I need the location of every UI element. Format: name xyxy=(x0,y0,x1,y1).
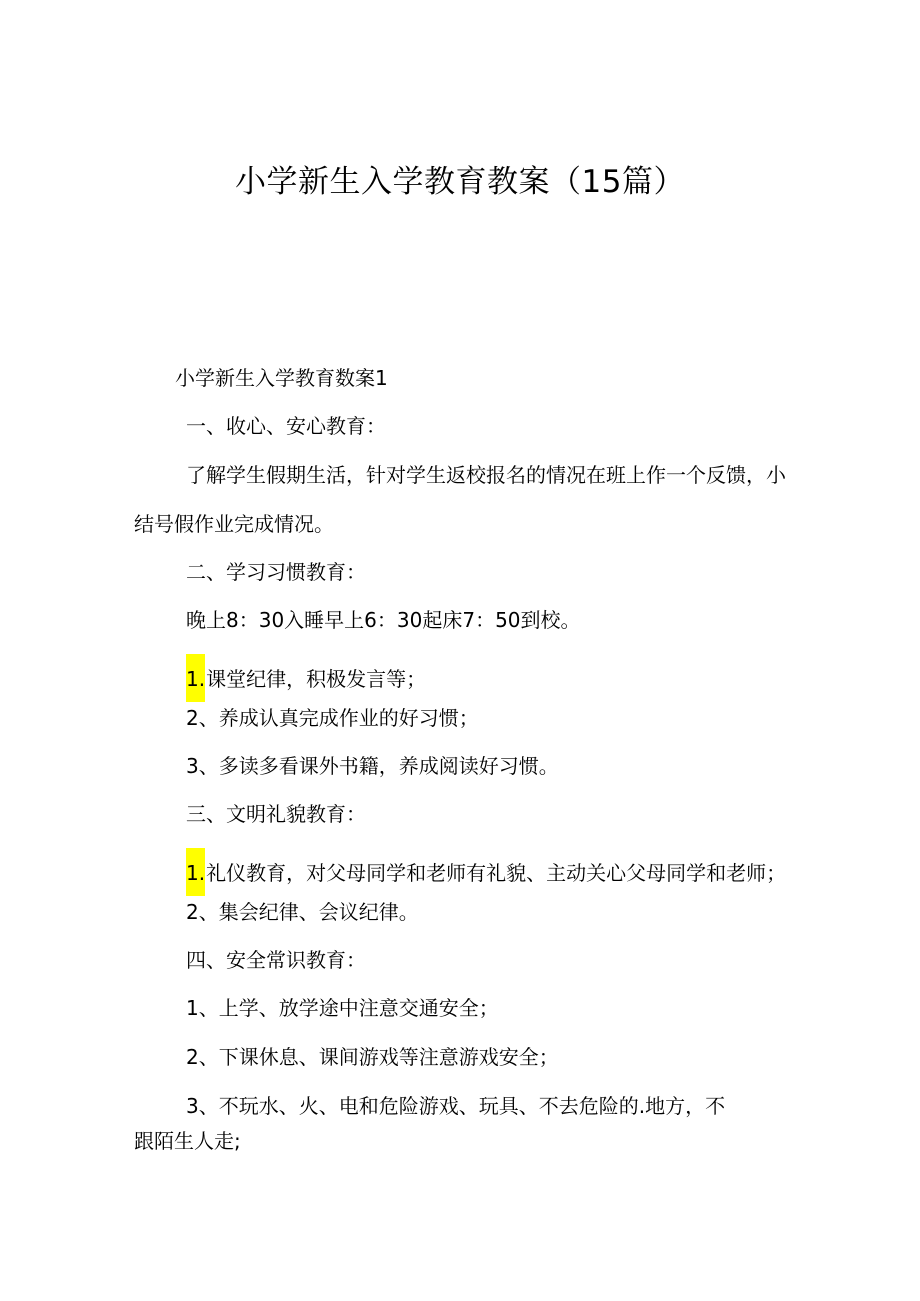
list-item-line-2: 跟陌生人走; xyxy=(134,1129,241,1153)
highlighted-number: 1. xyxy=(186,848,205,896)
paragraph-2: 晚上8：30入睡早上6：30起床7：50到校。 xyxy=(186,608,581,632)
paragraph-1-line-1: 了解学生假期生活，针对学生返校报名的情况在班上作一个反馈，小 xyxy=(186,463,786,487)
list-item: 2、集会纪律、会议纪律。 xyxy=(186,900,419,924)
list-item-line-1: 3、不玩水、火、电和危险游戏、玩具、不去危险的.地方，不 xyxy=(186,1094,726,1118)
paragraph-1-line-2: 结号假作业完成情况。 xyxy=(134,512,334,536)
heading-4: 四、安全常识教育： xyxy=(186,948,366,972)
highlighted-number: 1. xyxy=(186,654,205,702)
list-item-text: 课堂纪律，积极发言等； xyxy=(206,667,427,691)
list-item: 2、养成认真完成作业的好习惯； xyxy=(186,706,479,730)
list-item xyxy=(186,848,786,896)
heading-2: 二、学习习惯教育： xyxy=(186,560,366,584)
list-item: 1、上学、放学途中注意交通安全； xyxy=(186,996,499,1020)
document-title: 小学新生入学教育教案（15篇） xyxy=(235,164,685,200)
list-item: 3、多读多看课外书籍，养成阅读好习惯。 xyxy=(186,754,559,778)
list-item xyxy=(186,654,426,702)
section-title: 小学新生入学教育数案1 xyxy=(175,366,388,390)
list-item-text: 礼仪教育，对父母同学和老师有礼貌、主动关心父母同学和老师； xyxy=(206,861,787,885)
list-item: 2、下课休息、课间游戏等注意游戏安全； xyxy=(186,1045,559,1069)
heading-1: 一、收心、安心教育： xyxy=(186,414,386,438)
heading-3: 三、文明礼貌教育： xyxy=(186,802,366,826)
